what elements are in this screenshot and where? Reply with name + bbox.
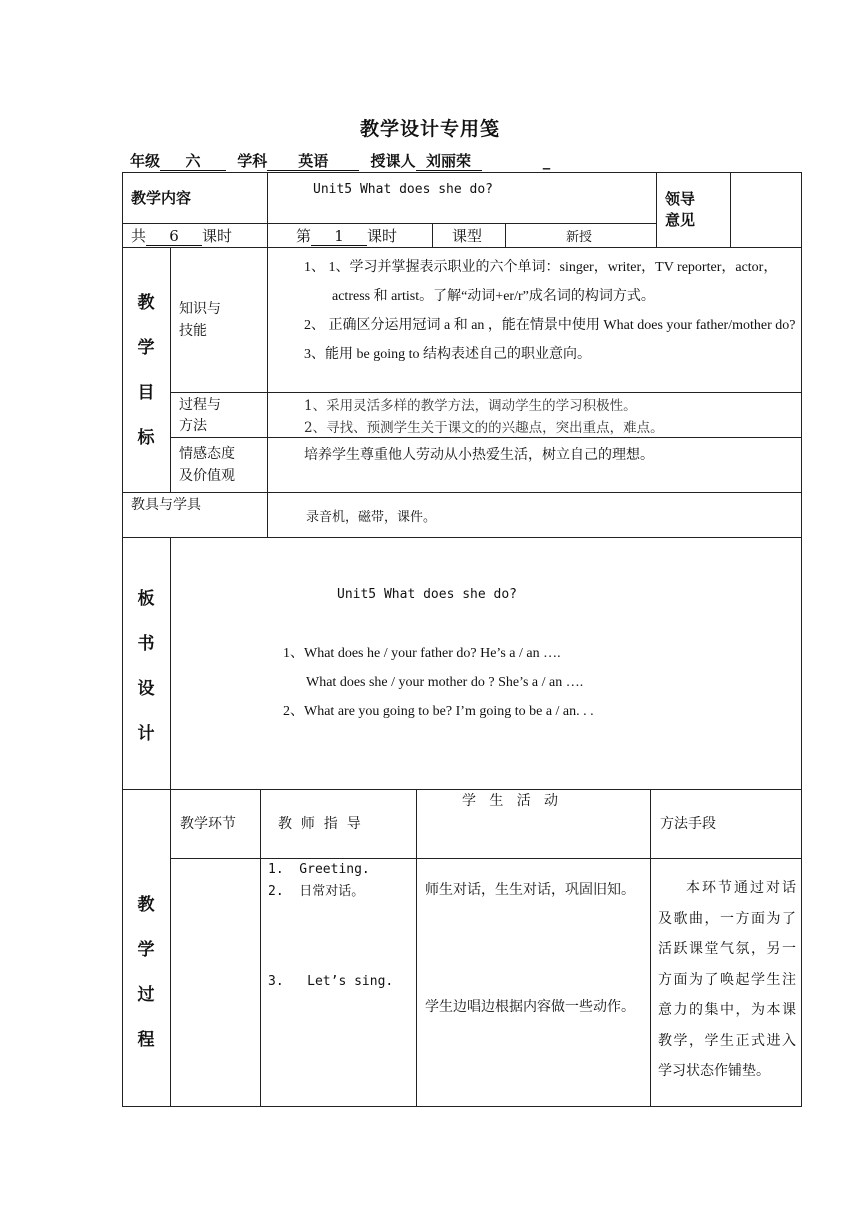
process-item-1: 1、采用灵活多样的教学方法，调动学生的学习积极性。 — [304, 398, 637, 414]
process-label-2: 方法 — [179, 418, 207, 434]
leader-label-2: 意见 — [665, 211, 696, 229]
col-student-header: 学 生 活 动 — [462, 793, 559, 809]
objectives-side-label: 教 学 目 标 — [137, 293, 155, 448]
total-lessons — [131, 227, 232, 246]
teacher-label: 授课人 — [370, 152, 416, 170]
subject-value: 英语 — [267, 152, 359, 171]
emotion-label-2: 及价值观 — [179, 468, 235, 484]
method-text: 本环节通过对话及歌曲，一方面为了活跃课堂气氛，另一方面为了唤起学生注意力的集中，为本课教学，学生正式进入学习状态作铺垫。 — [658, 880, 796, 1079]
teacher-value: 刘丽荣 — [416, 152, 482, 171]
teacher-step-1: 1. Greeting. — [268, 862, 370, 877]
type-label: 课型 — [452, 227, 483, 245]
board-line-2: What does she / your mother do ? She’s a / an …. — [306, 675, 584, 690]
total-suffix: 课时 — [202, 227, 233, 245]
emotion-text: 培养学生尊重他人劳动从小热爱生活，树立自己的理想。 — [304, 447, 654, 463]
knowledge-item-1: 1、 1、学习并掌握表示职业的六个单词：singer，writer，TV reporter，actor，actress 和 artist。了解“动词+er/r”成名词的构词方式。 2、 正确区分运用冠词 a 和 an ，能在情景中使用 What does your father/mother do? 3、能用 be going to 结构表述自己的职业意向。 — [304, 253, 796, 369]
grade-value: 六 — [160, 152, 226, 171]
teacher-step-3: 3. Let’s sing. — [268, 974, 394, 989]
content-value: Unit5 What does she do? — [313, 182, 494, 197]
board-line-3: 2、What are you going to be? I’m going to be a / an. . . — [283, 704, 594, 719]
header-trailing: _ — [542, 152, 551, 170]
col-teacher-header: 教 师 指 导 — [278, 816, 361, 832]
process-side-label: 教 学 过 程 — [137, 895, 155, 1050]
student-activity-2: 学生边唱边根据内容做一些动作。 — [425, 999, 635, 1015]
subject-label: 学科 — [237, 152, 268, 170]
nth-lesson — [296, 227, 397, 246]
nth-prefix: 第 — [296, 227, 312, 245]
header-line — [130, 150, 550, 171]
emotion-label-1: 情感态度 — [179, 446, 235, 462]
teacher-step-2: 2. 日常对话。 — [268, 884, 365, 899]
knowledge-label-1: 知识与 — [179, 301, 221, 317]
col-method-header: 方法手段 — [660, 816, 716, 832]
document-title: 教学设计专用笺 — [359, 118, 500, 140]
knowledge-item-2: 2、 正确区分运用冠词 a 和 an ，能在情景中使用 What does your father/mother do? — [304, 318, 796, 333]
board-side-label: 板 书 设 计 — [137, 589, 155, 744]
total-value: 6 — [146, 227, 202, 246]
process-label-1: 过程与 — [179, 397, 221, 413]
grade-label: 年级 — [130, 152, 161, 170]
process-item-2: 2、寻找、预测学生关于课文的的兴趣点，突出重点，难点。 — [304, 420, 664, 436]
board-line-1: 1、What does he / your father do? He’s a / an …. — [283, 646, 561, 661]
knowledge-label-2: 技能 — [179, 323, 207, 339]
board-heading: Unit5 What does she do? — [337, 587, 518, 602]
nth-suffix: 课时 — [367, 227, 398, 245]
student-activity-1: 师生对话，生生对话，巩固旧知。 — [425, 882, 635, 898]
nth-value: 1 — [311, 227, 367, 246]
tools-value: 录音机，磁带，课件。 — [306, 510, 437, 525]
leader-label-1: 领导 — [665, 190, 696, 208]
tools-label: 教具与学具 — [131, 497, 201, 513]
col-step-header: 教学环节 — [180, 816, 236, 832]
total-prefix: 共 — [131, 227, 147, 245]
knowledge-item-3: 3、能用 be going to 结构表述自己的职业意向。 — [304, 347, 591, 362]
type-value: 新授 — [566, 230, 593, 245]
content-label: 教学内容 — [131, 189, 192, 207]
